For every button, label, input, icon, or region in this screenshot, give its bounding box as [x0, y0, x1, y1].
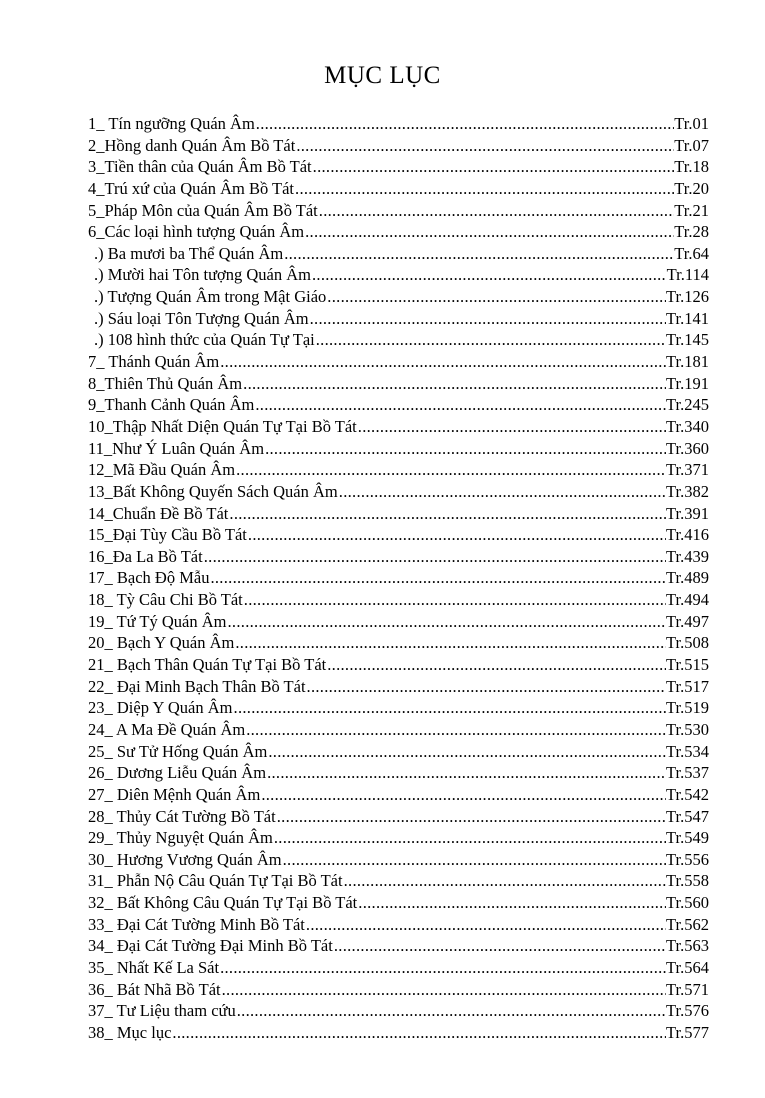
toc-entry-page-number: Tr.371	[666, 460, 709, 480]
toc-entry-title: 1_ Tín ngưỡng Quán Âm	[88, 114, 255, 133]
toc-entry-page-number: Tr.549	[666, 828, 709, 848]
toc-entry-page-number: Tr.64	[674, 243, 709, 263]
toc-dot-leader	[209, 567, 666, 589]
toc-entry-title: 8_Thiên Thủ Quán Âm	[88, 373, 243, 393]
toc-entry[interactable]	[88, 1000, 709, 1022]
toc-entry[interactable]	[88, 178, 709, 200]
toc-entry[interactable]	[88, 135, 709, 157]
toc-entry[interactable]	[88, 762, 709, 784]
toc-entry-title: 18_ Tỳ Câu Chi Bồ Tát	[88, 590, 243, 610]
toc-dot-leader	[236, 1000, 666, 1022]
toc-dot-leader	[245, 719, 666, 741]
toc-entry[interactable]	[88, 806, 709, 828]
toc-entry[interactable]	[88, 892, 709, 914]
toc-entry[interactable]	[88, 697, 709, 719]
toc-entry[interactable]	[88, 524, 709, 546]
toc-entry-page-number: Tr.494	[666, 590, 709, 610]
toc-dot-leader	[343, 870, 666, 892]
toc-entry-title: .) Tượng Quán Âm trong Mật Giáo	[94, 287, 327, 307]
toc-dot-leader	[242, 373, 666, 395]
toc-entry-page-number: Tr.18	[674, 157, 709, 177]
toc-entry-title: 32_ Bất Không Câu Quán Tự Tại Bồ Tát	[88, 893, 358, 913]
toc-entry-page-number: Tr.382	[666, 481, 709, 501]
toc-entry[interactable]	[88, 373, 709, 395]
toc-entry[interactable]	[88, 611, 709, 633]
toc-entry[interactable]	[88, 459, 709, 481]
toc-dot-leader	[357, 416, 666, 438]
toc-dot-leader	[294, 178, 674, 200]
toc-entry-page-number: Tr.497	[666, 611, 709, 631]
toc-entry-title: 38_ Mục lục	[88, 1022, 172, 1042]
toc-entry-page-number: Tr.556	[666, 849, 709, 869]
toc-dot-leader	[295, 135, 674, 157]
toc-dot-leader	[276, 806, 666, 828]
toc-dot-leader	[326, 654, 666, 676]
toc-entry[interactable]	[88, 481, 709, 503]
toc-entry[interactable]	[88, 546, 709, 568]
toc-entry-title: 12_Mã Đầu Quán Âm	[88, 460, 236, 480]
toc-dot-leader	[273, 827, 666, 849]
toc-entry-title: .) Ba mươi ba Thể Quán Âm	[94, 243, 284, 263]
toc-dot-leader	[267, 741, 666, 763]
toc-dot-leader	[243, 589, 666, 611]
toc-entry[interactable]	[88, 827, 709, 849]
toc-entry[interactable]	[88, 113, 709, 135]
toc-entry[interactable]	[88, 438, 709, 460]
toc-entry-page-number: Tr.391	[666, 503, 709, 523]
toc-entry-page-number: Tr.547	[666, 806, 709, 826]
toc-entry-title: 20_ Bạch Y Quán Âm	[88, 633, 235, 653]
toc-dot-leader	[312, 156, 675, 178]
toc-dot-leader	[235, 459, 666, 481]
toc-entry-title: 30_ Hương Vương Quán Âm	[88, 849, 282, 869]
toc-entry-title: 10_Thập Nhất Diện Quán Tự Tại Bồ Tát	[88, 416, 357, 436]
toc-dot-leader	[282, 849, 666, 871]
toc-dot-leader	[234, 632, 666, 654]
toc-entry-page-number: Tr.07	[674, 135, 709, 155]
toc-entry-title: 25_ Sư Tử Hống Quán Âm	[88, 741, 268, 761]
toc-entry-title: 24_ A Ma Đề Quán Âm	[88, 719, 246, 739]
toc-entry-title: 14_Chuẩn Đề Bồ Tát	[88, 503, 229, 523]
toc-entry-title: 7_ Thánh Quán Âm	[88, 352, 220, 372]
toc-entry-title: 34_ Đại Cát Tường Đại Minh Bồ Tát	[88, 936, 333, 956]
toc-entry-page-number: Tr.519	[666, 698, 709, 718]
toc-entry[interactable]	[88, 503, 709, 525]
toc-entry-title: 21_ Bạch Thân Quán Tự Tại Bồ Tát	[88, 655, 327, 675]
toc-entry-page-number: Tr.20	[674, 178, 709, 198]
toc-entry-title: 3_Tiền thân của Quán Âm Bồ Tát	[88, 157, 312, 177]
toc-entry[interactable]	[88, 416, 709, 438]
toc-entry[interactable]	[88, 935, 709, 957]
toc-dot-leader	[266, 762, 666, 784]
toc-entry-title: .) 108 hình thức của Quán Tự Tại	[94, 330, 315, 350]
toc-entry-title: 37_ Tư Liệu tham cứu	[88, 1001, 236, 1021]
toc-entry-title: 16_Đa La Bồ Tát	[88, 546, 203, 566]
toc-entry-page-number: Tr.537	[666, 763, 709, 783]
toc-dot-leader	[309, 308, 666, 330]
toc-dot-leader	[219, 957, 666, 979]
toc-entry-title: 27_ Diên Mệnh Quán Âm	[88, 784, 261, 804]
toc-dot-leader	[247, 524, 666, 546]
toc-entry-title: 36_ Bát Nhã Bồ Tát	[88, 979, 221, 999]
toc-entry[interactable]	[88, 914, 709, 936]
toc-entry[interactable]	[88, 632, 709, 654]
toc-entry-page-number: Tr.542	[666, 784, 709, 804]
toc-dot-leader	[260, 784, 666, 806]
toc-entry[interactable]	[88, 221, 709, 243]
toc-entry-title: 2_Hồng danh Quán Âm Bồ Tát	[88, 135, 296, 155]
toc-entry[interactable]	[88, 286, 709, 308]
toc-dot-leader	[203, 546, 666, 568]
toc-entry[interactable]	[88, 849, 709, 871]
toc-entry-title: 28_ Thủy Cát Tường Bồ Tát	[88, 806, 276, 826]
toc-entry-title: 23_ Diệp Y Quán Âm	[88, 698, 233, 718]
toc-entry-title: 35_ Nhất Kế La Sát	[88, 957, 220, 977]
toc-entry[interactable]	[88, 264, 709, 286]
toc-entry[interactable]	[88, 676, 709, 698]
toc-entry-title: 26_ Dương Liễu Quán Âm	[88, 763, 267, 783]
toc-entry-page-number: Tr.191	[666, 373, 709, 393]
toc-dot-leader	[233, 697, 667, 719]
toc-dot-leader	[357, 892, 666, 914]
toc-entry[interactable]	[88, 979, 709, 1001]
toc-dot-leader	[228, 503, 666, 525]
toc-entry-page-number: Tr.340	[666, 416, 709, 436]
toc-entry-page-number: Tr.114	[666, 265, 709, 285]
toc-dot-leader	[283, 243, 674, 265]
toc-entry[interactable]	[88, 784, 709, 806]
toc-entry[interactable]	[88, 741, 709, 763]
toc-entry-title: 17_ Bạch Độ Mẫu	[88, 568, 210, 588]
toc-entry-page-number: Tr.28	[674, 222, 709, 242]
toc-entry[interactable]	[88, 351, 709, 373]
toc-entry[interactable]	[88, 1022, 709, 1044]
toc-dot-leader	[255, 113, 675, 135]
toc-entry[interactable]	[88, 329, 709, 351]
toc-entry-title: 4_Trú xứ của Quán Âm Bồ Tát	[88, 178, 295, 198]
toc-entry[interactable]	[88, 156, 709, 178]
toc-entry[interactable]	[88, 243, 709, 265]
toc-entry[interactable]	[88, 308, 709, 330]
toc-dot-leader	[171, 1022, 666, 1044]
toc-entry-page-number: Tr.416	[666, 525, 709, 545]
toc-entry-page-number: Tr.489	[666, 568, 709, 588]
toc-entry[interactable]	[88, 200, 709, 222]
toc-entry[interactable]	[88, 567, 709, 589]
toc-entry[interactable]	[88, 957, 709, 979]
page-title: MỤC LỤC	[324, 62, 441, 89]
toc-entry-title: 19_ Tứ Tý Quán Âm	[88, 611, 227, 631]
toc-entry-page-number: Tr.571	[666, 979, 709, 999]
toc-entry-page-number: Tr.01	[674, 114, 709, 133]
toc-entry-page-number: Tr.360	[666, 438, 709, 458]
toc-dot-leader	[227, 611, 667, 633]
toc-entry-title: 31_ Phẫn Nộ Câu Quán Tự Tại Bồ Tát	[88, 871, 343, 891]
toc-entry-page-number: Tr.21	[674, 200, 709, 220]
toc-entry-title: 5_Pháp Môn của Quán Âm Bồ Tát	[88, 200, 318, 220]
toc-dot-leader	[221, 979, 666, 1001]
toc-entry[interactable]	[88, 719, 709, 741]
toc-entry-page-number: Tr.576	[666, 1001, 709, 1021]
toc-entry-title: .) Mười hai Tôn tượng Quán Âm	[94, 265, 311, 285]
toc-dot-leader	[306, 676, 667, 698]
toc-entry[interactable]	[88, 394, 709, 416]
toc-entry-page-number: Tr.558	[666, 871, 709, 891]
toc-entry-page-number: Tr.560	[666, 893, 709, 913]
toc-dot-leader	[254, 394, 666, 416]
toc-entry-page-number: Tr.530	[666, 719, 709, 739]
toc-dot-leader	[338, 481, 666, 503]
toc-entry-title: 29_ Thủy Nguyệt Quán Âm	[88, 828, 273, 848]
toc-entry-title: 6_Các loại hình tượng Quán Âm	[88, 222, 305, 242]
toc-entry-page-number: Tr.564	[666, 957, 709, 977]
toc-dot-leader	[333, 935, 666, 957]
toc-entry-page-number: Tr.245	[666, 395, 709, 415]
toc-entry-title: .) Sáu loại Tôn Tượng Quán Âm	[94, 308, 309, 328]
toc-entry-page-number: Tr.563	[666, 936, 709, 956]
toc-entry-page-number: Tr.126	[666, 287, 709, 307]
toc-entry-page-number: Tr.508	[666, 633, 709, 653]
toc-dot-leader	[264, 438, 666, 460]
toc-entry-page-number: Tr.517	[666, 676, 709, 696]
toc-dot-leader	[315, 329, 666, 351]
toc-entry-page-number: Tr.562	[666, 914, 709, 934]
toc-entry[interactable]	[88, 654, 709, 676]
toc-entry[interactable]	[88, 589, 709, 611]
toc-dot-leader	[326, 286, 666, 308]
toc-entry-title: 22_ Đại Minh Bạch Thân Bồ Tát	[88, 676, 306, 696]
toc-entry-title: 11_Như Ý Luân Quán Âm	[88, 438, 265, 458]
toc-dot-leader	[304, 221, 674, 243]
toc-entry-page-number: Tr.534	[666, 741, 709, 761]
table-of-contents	[88, 113, 709, 1044]
toc-entry[interactable]	[88, 870, 709, 892]
toc-entry-title: 33_ Đại Cát Tường Minh Bồ Tát	[88, 914, 305, 934]
toc-entry-title: 9_Thanh Cảnh Quán Âm	[88, 395, 255, 415]
toc-entry-title: 15_Đại Tùy Cầu Bồ Tát	[88, 525, 247, 545]
toc-entry-page-number: Tr.181	[666, 352, 709, 372]
toc-entry-page-number: Tr.141	[666, 308, 709, 328]
toc-entry-page-number: Tr.145	[666, 330, 709, 350]
toc-dot-leader	[318, 200, 675, 222]
toc-entry-page-number: Tr.577	[666, 1022, 709, 1042]
toc-entry-page-number: Tr.515	[666, 655, 709, 675]
toc-dot-leader	[305, 914, 666, 936]
toc-entry-page-number: Tr.439	[666, 546, 709, 566]
toc-dot-leader	[311, 264, 667, 286]
toc-dot-leader	[219, 351, 666, 373]
toc-entry-title: 13_Bất Không Quyến Sách Quán Âm	[88, 481, 338, 501]
